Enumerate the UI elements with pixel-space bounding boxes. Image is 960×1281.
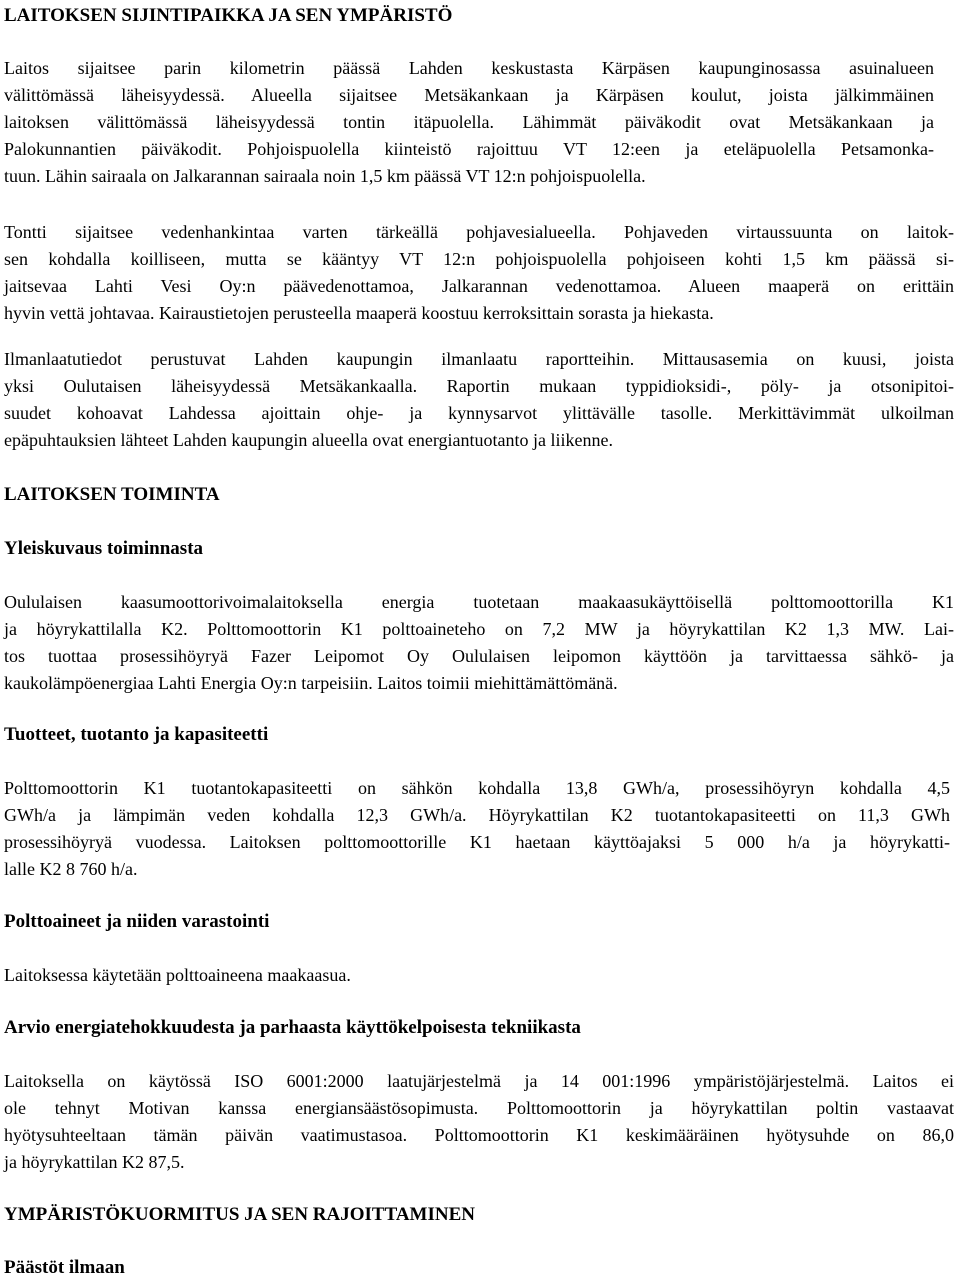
text-line: yksi Oulutaisen läheisyydessä Metsäkankaalla. Raportin mukaan typpidioksidi-, pöly- ja otsonipitoi-: [4, 376, 954, 396]
text-line: ja höyrykattilalla K2. Polttomoottorin K1 polttoaineteho on 7,2 MW ja höyrykattilan K2 1,3 MW. Lai-: [4, 619, 954, 639]
text-line: epäpuhtauksien lähteet Lahden kaupungin alueella ovat energiantuotanto ja liikenne.: [4, 430, 613, 450]
text-line: ja höyrykattilan K2 87,5.: [4, 1152, 185, 1172]
text-line: Laitoksessa käytetään polttoaineena maakaasua.: [4, 965, 351, 985]
fuels-heading: Polttoaineet ja niiden varastointi: [4, 911, 270, 932]
location-paragraph-3: [4, 346, 954, 454]
text-line: Ilmanlaatutiedot perustuvat Lahden kaupungin ilmanlaatu raportteihin. Mittausasemia on kuusi, joista: [4, 349, 954, 369]
text-line: Laitoksella on käytössä ISO 6001:2000 laatujärjestelmä ja 14 001:1996 ympäristöjärjestelmä. Laitos ei: [4, 1071, 954, 1091]
overview-heading: Yleiskuvaus toiminnasta: [4, 538, 204, 559]
products-heading: Tuotteet, tuotanto ja kapasiteetti: [4, 724, 269, 745]
location-heading: LAITOKSEN SIJINTIPAIKKA JA SEN YMPÄRISTÖ: [4, 5, 453, 26]
operation-heading: LAITOKSEN TOIMINTA: [4, 484, 220, 505]
emissions-heading: YMPÄRISTÖKUORMITUS JA SEN RAJOITTAMINEN: [4, 1204, 476, 1225]
text-line: suudet kohoavat Lahdessa ajoittain ohje- ja kynnysarvot ylittävälle tasolle. Merkittävimmät ulkoilman: [4, 403, 954, 423]
text-line: hyötysuhteeltaan tämän päivän vaatimustasoa. Polttomoottorin K1 keskimääräinen hyötysuhde on 86,0: [4, 1125, 954, 1145]
location-paragraph-1: [4, 55, 934, 190]
overview-paragraph: [4, 589, 954, 697]
fuels-paragraph: [4, 962, 950, 989]
efficiency-heading: Arvio energiatehokkuudesta ja parhaasta käyttökelpoisesta tekniikasta: [4, 1017, 581, 1038]
text-line: GWh/a ja lämpimän veden kohdalla 12,3 GWh/a. Höyrykattilan K2 tuotantokapasiteetti on 11,3 GWh: [4, 805, 950, 825]
text-line: lalle K2 8 760 h/a.: [4, 859, 138, 879]
text-line: prosessihöyryä vuodessa. Laitoksen polttomoottorille K1 haetaan käyttöajaksi 5 000 h/a ja höyrykatti-: [4, 832, 950, 852]
text-line: Laitos sijaitsee parin kilometrin päässä Lahden keskustasta Kärpäsen kaupunginosassa asuinalueen: [4, 58, 934, 78]
text-line: Palokunnantien päiväkodit. Pohjoispuolella kiinteistö rajoittuu VT 12:een ja eteläpuolella Petsamonka-: [4, 139, 934, 159]
text-line: Oululaisen kaasumoottorivoimalaitoksella energia tuotetaan maakaasukäyttöisellä polttomoottorilla K1: [4, 592, 954, 612]
text-line: tos tuottaa prosessihöyryä Fazer Leipomot Oy Oululaisen leipomon käyttöön ja tarvittaessa sähkö- ja: [4, 646, 954, 666]
text-line: hyvin vettä johtavaa. Kairaustietojen perusteella maaperä koostuu kerroksittain sorasta ja hiekasta.: [4, 303, 714, 323]
text-line: välittömässä läheisyydessä. Alueella sijaitsee Metsäkankaan ja Kärpäsen koulut, joista jälkimmäinen: [4, 85, 934, 105]
efficiency-paragraph: [4, 1068, 954, 1176]
text-line: laitoksen välittömässä läheisyydessä tontin itäpuolella. Lähimmät päiväkodit ovat Metsäkankaan ja: [4, 112, 934, 132]
text-line: jaitsevaa Lahti Vesi Oy:n päävedenottamoa, Jalkarannan vedenottamoa. Alueen maaperä on erittäin: [4, 276, 954, 296]
text-line: ole tehnyt Motivan kanssa energiansäästösopimusta. Polttomoottorin ja höyrykattilan poltin vastaavat: [4, 1098, 954, 1118]
text-line: Tontti sijaitsee vedenhankintaa varten tärkeällä pohjavesialueella. Pohjaveden virtaussuunta on laitok-: [4, 222, 954, 242]
text-line: Polttomoottorin K1 tuotantokapasiteetti on sähkön kohdalla 13,8 GWh/a, prosessihöyryn kohdalla 4,5: [4, 778, 950, 798]
products-paragraph: [4, 775, 950, 883]
location-paragraph-2: [4, 219, 954, 327]
text-line: kaukolämpöenergiaa Lahti Energia Oy:n tarpeisiin. Laitos toimii miehittämättömänä.: [4, 673, 618, 693]
air-emissions-heading: Päästöt ilmaan: [4, 1257, 125, 1278]
text-line: sen kohdalla koilliseen, mutta se kääntyy VT 12:n pohjoispuolella pohjoiseen kohti 1,5 km päässä si-: [4, 249, 954, 269]
text-line: tuun. Lähin sairaala on Jalkarannan sairaala noin 1,5 km päässä VT 12:n pohjoispuolella.: [4, 166, 646, 186]
